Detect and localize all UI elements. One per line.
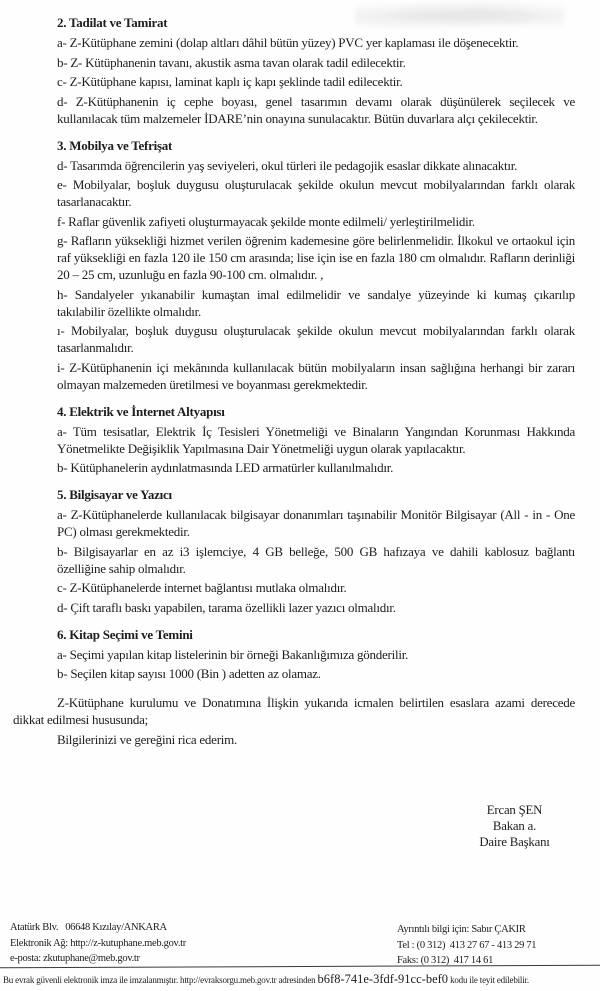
footer-address-line: Atatürk Blv. 06648 Kızılay/ANKARA	[10, 922, 167, 933]
section-heading-tadilat-ve-tamirat: 2. Tadilat ve Tamirat	[57, 15, 168, 30]
list-item: a- Z-Kütüphane zemini (dolap altları dâhil bütün yüzey) PVC yer kaplaması ile döşenecektir.	[57, 35, 519, 50]
list-item: h- Sandalyeler yıkanabilir kumaştan imal edilmelidir ve sandalye yüzeyinde ki kumaş çıkarılıp takılabilir özellikte olmalıdır.	[57, 286, 575, 319]
section-heading-mobilya-ve-tefrisat: 3. Mobilya ve Tefrişat	[57, 137, 173, 153]
list-item: c- Z-Kütüphanelerde internet bağlantısı mutlaka olmalıdır.	[57, 580, 347, 595]
footer-web-line: Elektronik Ağ: http://z-kutuphane.meb.gov.tr	[10, 937, 186, 949]
verification-prefix: Bu evrak güvenli elektronik imza ile imzalanmıştır. http://evraksorgu.meb.gov.tr adresinden	[3, 975, 318, 985]
list-item: c- Z-Kütüphane kapısı, laminat kaplı iç kapı şeklinde tadil edilecektir.	[57, 74, 403, 89]
verification-code: b6f8-741e-3fdf-91cc-bef0	[317, 972, 449, 986]
signature-title-daire-baskani: Daire Başkanı	[479, 835, 550, 849]
verification-text	[3, 972, 600, 987]
list-item: d- Çift taraflı baskı yapabilen, tarama özellikli lazer yazıcı olmalıdır.	[57, 599, 396, 615]
list-item: b- Z- Kütüphanenin tavanı, akustik asma tavan olarak tadil edilecektir.	[57, 54, 406, 70]
signature-block	[452, 802, 577, 850]
list-item: d- Tasarımda öğrencilerin yaş seviyeleri, okul türleri ile pedagojik esaslar dikkate alınacaktır.	[57, 157, 518, 173]
footer-tel-line: Tel : (0 312) 413 27 67 - 413 29 71	[397, 939, 537, 951]
closing-request-line: Bilgilerinizi ve gereğini rica ederim.	[57, 731, 238, 747]
list-item: f- Raflar güvenlik zafiyeti oluşturmayacak şekilde monte edilmeli/ yerleştirilmelidir.	[57, 213, 475, 229]
document-body	[13, 14, 575, 750]
list-item: i- Z-Kütüphanenin içi mekânında kullanılacak bütün mobilyaların insan sağlığına herhangi bir zararı olmayan malzemeden üretilmesi ve boyanması gerekmektedir.	[57, 359, 575, 392]
list-item: e- Mobilyalar, boşluk duygusu oluşturulacak şekilde okulun mevcut mobilyalarından farklı olarak tasarlanacaktır.	[57, 177, 575, 209]
list-item: d- Z-Kütüphanenin iç cephe boyası, genel tasarımın devamı olarak düşünülerek seçilecek ve kullanılacak tüm malzemeler İDARE’nin onayına sunulacaktır. Bütün duvarlara alçı çekilecektir.	[57, 93, 575, 126]
signature-title-bakan: Bakan a.	[492, 819, 537, 833]
list-item: b- Bilgisayarlar en az i3 işlemciye, 4 GB belleğe, 500 GB hafızaya ve dahili kablosuz bağlantı özelliğine sahip olmalıdır.	[57, 543, 575, 576]
footer-email-line: e-posta: zkutuphane@meb.gov.tr	[10, 953, 140, 964]
footer-contact-block	[397, 922, 536, 969]
list-item: a- Tüm tesisatlar, Elektrik İç Tesisleri Yönetmeliği ve Binaların Yangından Korunması Hakkında Yönetmelikte Değişiklik Yapılmasına Dair Yönetmeliği uygun olarak yapılacaktır.	[57, 423, 575, 456]
footer-faks-line: Faks: (0 312) 417 14 61	[397, 955, 494, 966]
closing-paragraph: Z-Kütüphane kurulumu ve Donatımına İlişkin yukarıda icmalen belirtilen esaslara azami derecede dikkat edilmesi hususunda;	[13, 695, 575, 727]
list-item: b- Seçilen kitap sayısı 1000 (Bin ) adetten az olamaz.	[57, 666, 321, 681]
list-item: ı- Mobilyalar, boşluk duygusu oluşturulacak şekilde okulun mevcut mobilyalarından farklı olarak tasarlanmalıdır.	[57, 323, 575, 355]
signature-name: Ercan ŞEN	[486, 803, 543, 817]
section-heading-elektrik-ve-internet: 4. Elektrik ve İnternet Altyapısı	[57, 403, 225, 419]
section-heading-kitap-secimi-ve-temini: 6. Kitap Seçimi ve Temini	[57, 626, 193, 642]
verification-suffix: kodu ile teyit edilebilir.	[448, 975, 529, 985]
section-heading-bilgisayar-ve-yazici: 5. Bilgisayar ve Yazıcı	[57, 487, 172, 502]
list-item: a- Z-Kütüphanelerde kullanılacak bilgisayar donanımları taşınabilir Monitör Bilgisayar (All - in - One PC) olması gerekmektedir.	[57, 507, 575, 539]
footer-address-block	[10, 920, 186, 967]
list-item: a- Seçimi yapılan kitap listelerinin bir örneği Bakanlığımıza gönderilir.	[57, 646, 409, 662]
list-item: b- Kütüphanelerin aydınlatmasında LED armatürler kullanılmalıdır.	[57, 460, 394, 475]
list-item: g- Rafların yüksekliği hizmet verilen öğrenim kademesine göre belirlenmelidir. İlkokul ve ortaokul için raf yüksekliği en fazla 120 ile 150 cm arasında; lise için ise en fazla 180 cm olmalıdır. Rafların derinliği 20 – 25 cm, uzunluğu en fazla 90-100 cm. olmalıdır. ,	[57, 233, 575, 282]
footer-contact-person-line: Ayrıntılı bilgi için: Sabır ÇAKIR	[397, 924, 526, 935]
